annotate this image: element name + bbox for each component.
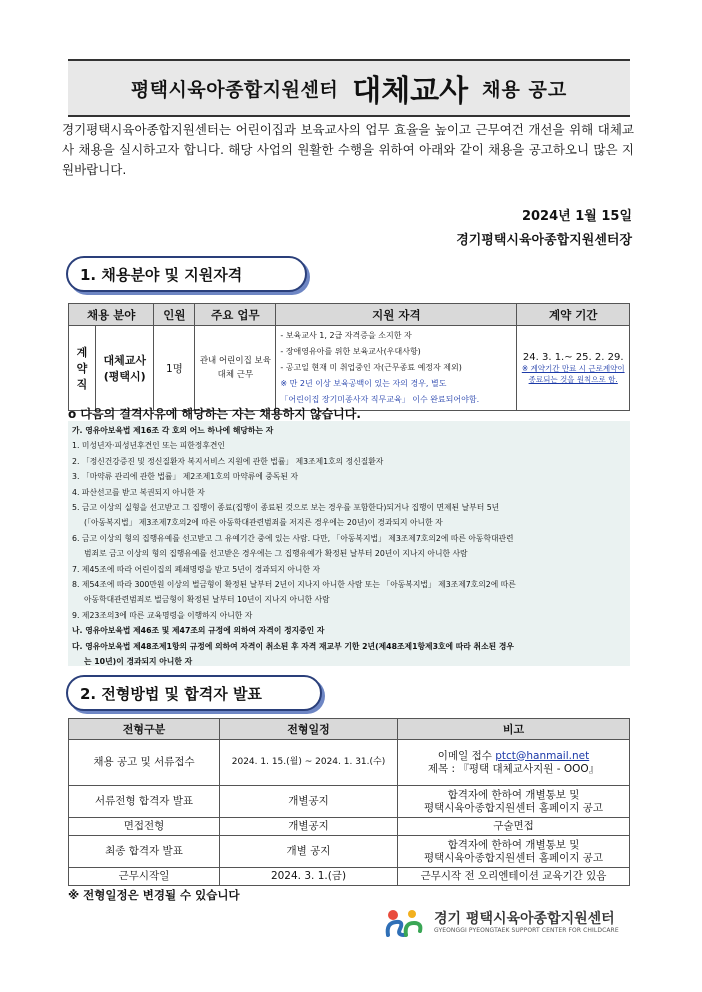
header-period: 계약 기간 [517, 304, 630, 326]
stage-cell: 근무시작일 [69, 868, 220, 886]
recruitment-table [68, 303, 630, 411]
childcare-logo-icon [384, 905, 428, 939]
center-logo [384, 904, 634, 940]
table-row [69, 786, 630, 818]
selection-schedule-table [68, 718, 630, 886]
stage-cell: 채용 공고 및 서류접수 [69, 740, 220, 786]
table-header-row [69, 304, 630, 326]
list-item: 가. 영유아보육법 제16조 각 호의 어느 하나에 해당하는 자 [72, 426, 274, 435]
title-position: 대체교사 [352, 74, 469, 109]
table-row [69, 836, 630, 868]
list-item: 9. 제23조의3에 따른 교육명령을 이행하지 아니한 자 [72, 610, 253, 620]
title-announcement: 채용 공고 [482, 78, 568, 101]
header-qualifications: 지원 자격 [276, 304, 517, 326]
header-schedule: 전형일정 [220, 719, 398, 740]
note-text: 합격자에 한하여 개별통보 및 [447, 838, 580, 851]
stage-cell: 면접전형 [69, 818, 220, 836]
stage-cell: 최종 합격자 발표 [69, 836, 220, 868]
list-item: 는 10년)이 경과되지 아니한 자 [84, 657, 193, 667]
table-row [69, 818, 630, 836]
note-text: 평택시육아종합지원센터 홈페이지 공고 [423, 851, 604, 864]
list-item: 7. 제45조에 따라 어린이집의 폐쇄명령을 받고 5년이 경과되지 아니한 자 [72, 564, 320, 574]
list-item: - 보육교사 1, 2급 자격증을 소지한 자 [280, 331, 412, 340]
contract-period-note: ※ 계약기간 만료 시 근로계약이 종료되는 것을 원칙으로 함. [521, 363, 625, 384]
table-row [69, 740, 630, 786]
list-item: 4. 파산선고를 받고 복권되지 아니한 자 [72, 487, 205, 497]
list-item: 2. 「정신건강증진 및 정신질환자 복지서비스 지원에 관한 법률」 제3조제1호의 정신질환자 [72, 456, 384, 466]
stage-cell: 서류전형 합격자 발표 [69, 786, 220, 818]
list-item: 나. 영유아보육법 제46조 및 제47조의 규정에 의하여 자격이 정지중인 자 [72, 626, 325, 636]
disqualification-list [68, 421, 630, 666]
list-item: 3. 「마약류 관리에 관한 법률」 제2조제1호의 마약류에 중독된 자 [72, 472, 299, 482]
headcount: 1명 [154, 326, 195, 411]
list-item: 5. 금고 이상의 실형을 선고받고 그 집행이 종료(집행이 종료된 것으로 보는 경우를 포함한다)되거나 집행이 면제된 날부터 5년 [72, 503, 500, 513]
table-row [69, 868, 630, 886]
section-heading-2: 2. 전형방법 및 합격자 발표 [66, 675, 322, 711]
note-cell [398, 836, 630, 868]
list-item: - 장애영유아를 위한 보육교사(우대사항) [280, 347, 421, 356]
note-text: 합격자에 한하여 개별통보 및 [447, 788, 580, 801]
page-title [68, 59, 630, 117]
qualification-note: ※ 만 2년 이상 보육공백이 있는 자의 경우, 별도 [280, 379, 447, 388]
list-item: 6. 금고 이상의 형의 집행유예를 선고받고 그 유예기간 중에 있는 사람. 다만, 「아동복지법」 제3조제7호의2에 따른 아동학대관련 [72, 533, 514, 543]
qualification-note: 「어린이집 장기미종사자 직무교육」 이수 완료되어야함. [280, 395, 480, 404]
note-cell: 근무시작 전 오리엔테이션 교육기간 있음 [398, 868, 630, 886]
note-cell: 구술면접 [398, 818, 630, 836]
list-item: 아동학대관련범죄로 벌금형이 확정된 날부터 10년이 지나지 아니한 사람 [84, 595, 330, 605]
disqualification-heading: o 다음의 결격사유에 해당하는 자는 채용하지 않습니다. [68, 407, 361, 421]
logo-org-name: 경기 평택시육아종합지원센터 [434, 910, 615, 927]
table-row [69, 326, 630, 411]
employment-type: 계약직 [69, 326, 96, 411]
signer: 경기평택시육아종합지원센터장 [456, 233, 632, 248]
qualifications-cell [276, 326, 517, 411]
list-item: - 공고일 현재 미 취업중인 자(근무종료 예정자 제외) [280, 363, 462, 372]
note-text: 제목 : 『평택 대체교사지원 - OOO』 [427, 762, 600, 775]
announcement-date: 2024년 1월 15일 [521, 209, 632, 224]
schedule-cell: 개별공지 [220, 786, 398, 818]
list-item: (「아동복지법」 제3조제7호의2에 따른 아동학대관련범죄를 저지른 경우에는 20년)이 경과되지 아니한 자 [84, 518, 443, 528]
section-heading-1: 1. 채용분야 및 지원자격 [66, 256, 307, 292]
header-duty: 주요 업무 [195, 304, 276, 326]
header-note: 비고 [398, 719, 630, 740]
header-field: 채용 분야 [69, 304, 154, 326]
note-text: 평택시육아종합지원센터 홈페이지 공고 [423, 801, 604, 814]
schedule-cell: 2024. 3. 1.(금) [220, 868, 398, 886]
note-cell [398, 740, 630, 786]
logo-english-name: GYEONGGI PYEONGTAEK SUPPORT CENTER FOR CHILDCARE [434, 926, 619, 934]
intro-paragraph: 경기평택시육아종합지원센터는 어린이집과 보육교사의 업무 효율을 높이고 근무여건 개선을 위해 대체교사 채용을 실시하고자 합니다. 해당 사업의 원활한 수행을 위하여 아래와 같이 채용을 공고하오니 많은 지원바랍니다. [62, 122, 634, 177]
header-stage: 전형구분 [69, 719, 220, 740]
list-item: 8. 제54조에 따라 300만원 이상의 벌금형이 확정된 날부터 2년이 지나지 아니한 사람 또는 「아동복지법」 제3조제7호의2에 따른 [72, 580, 516, 590]
schedule-change-note: ※ 전형일정은 변경될 수 있습니다 [68, 888, 240, 902]
schedule-cell: 개별공지 [220, 818, 398, 836]
note-text: 이메일 접수 [437, 749, 492, 762]
schedule-cell: 개별 공지 [220, 836, 398, 868]
title-center-name: 평택시육아종합지원센터 [130, 78, 339, 101]
main-duty: 관내 어린이집 보육 대체 근무 [195, 326, 276, 411]
table-header-row [69, 719, 630, 740]
list-item: 1. 미성년자·피성년후견인 또는 피한정후견인 [72, 441, 225, 451]
list-item: 다. 영유아보육법 제48조제1항의 규정에 의하여 자격이 취소된 후 자격 재교부 기한 2년(제48조제1항제3호에 따라 취소된 경우 [72, 641, 514, 651]
header-count: 인원 [154, 304, 195, 326]
schedule-cell: 2024. 1. 15.(월) ~ 2024. 1. 31.(수) [220, 740, 398, 786]
email-link[interactable]: ptct@hanmail.net [495, 749, 590, 762]
contract-period-cell [517, 326, 630, 411]
job-field: 대체교사(평택시) [96, 326, 154, 411]
contract-period: 24. 3. 1.~ 25. 2. 29. [522, 351, 624, 363]
list-item: 범죄로 금고 이상의 형의 집행유예를 선고받은 경우에는 그 집행유예가 확정된 날부터 20년이 지나지 아니한 사람 [84, 549, 468, 559]
note-cell [398, 786, 630, 818]
